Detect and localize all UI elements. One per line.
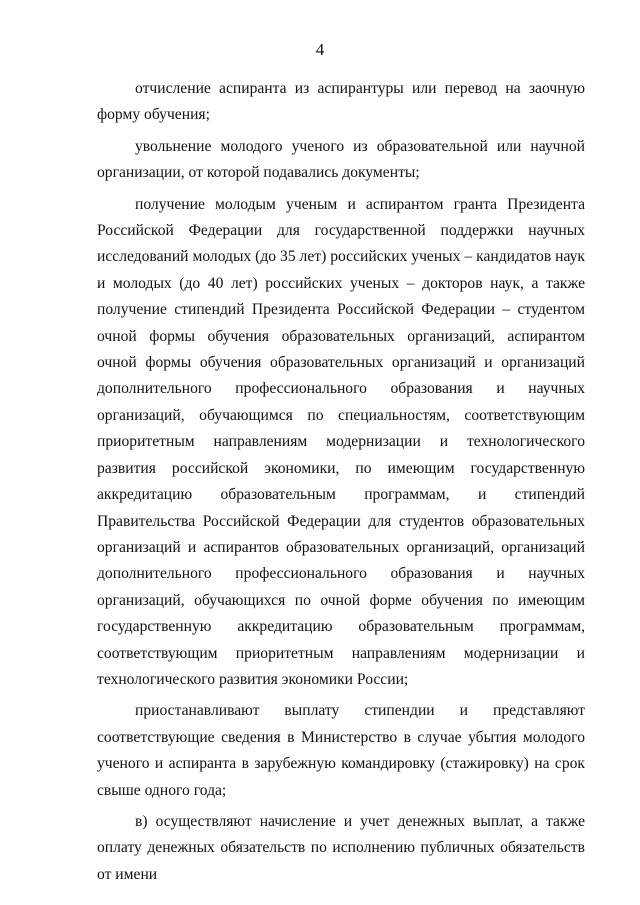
page-number: 4 xyxy=(315,40,325,59)
paragraph-item-v: в) осуществляют начисление и учет денежных выплат, а также оплату денежных обязательств по исполнению публичных обязательств от имени xyxy=(97,812,585,883)
paragraph-expulsion: отчисление аспиранта из аспирантуры или перевод на заочную форму обучения; xyxy=(97,80,585,124)
paragraph-grant-receipt: получение молодым ученым и аспирантом гранта Президента Российской Федерации для государственной поддержки научных исследований молодых (до 35 лет) российских ученых – кандидатов наук и молодых (до 40 лет) российских ученых – докторов наук, а также получение стипендий Президента Российской Федерации – студентом очной формы обучения образовательных организаций, аспирантом очной формы обучения образовательных организаций и организаций дополнительного профессионального образования и научных организаций, обучающимся по специальностям, соответствующим приоритетным направлениям модернизации и технологического развития российской экономики, по имеющим государственную аккредитацию образовательным программам, и стипендий Правительства Российской Федерации для студентов образовательных организаций и аспирантов образовательных организаций, организаций дополнительного профессионального образования и научных организаций, обучающихся по очной форме обучения по имеющим государственную аккредитацию образовательным программам, соответствующим приоритетным направлениям модернизации и технологического развития экономики России; xyxy=(97,195,585,688)
paragraph-dismissal: увольнение молодого ученого из образовательной или научной организации, от которой подавались документы; xyxy=(97,137,585,182)
paragraph-suspend-payment: приостанавливают выплату стипендии и представляют соответствующие сведения в Министерство в случае убытия молодого ученого и аспиранта в зарубежную командировку (стажировку) на срок свыше одного года; xyxy=(97,702,585,799)
document-body xyxy=(97,76,585,888)
